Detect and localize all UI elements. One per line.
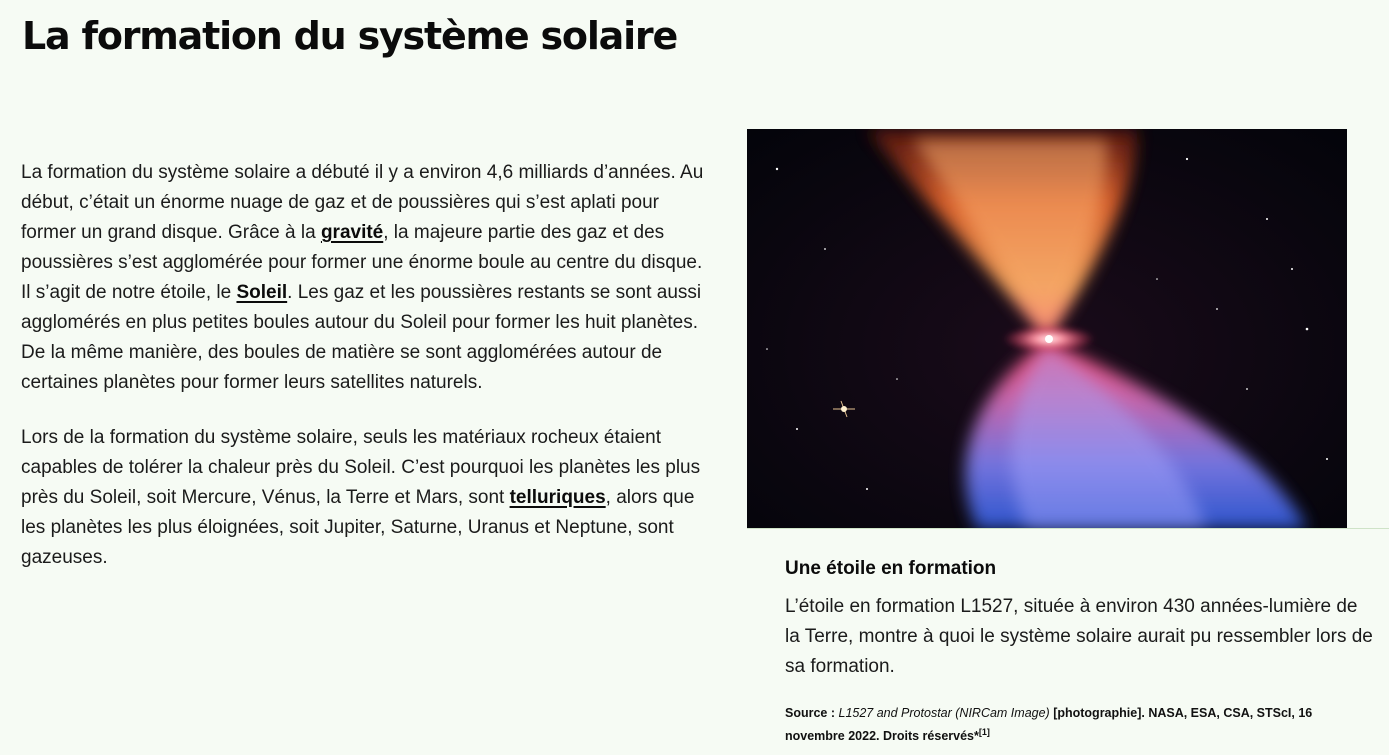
divider	[747, 528, 1389, 529]
link-telluriques[interactable]: telluriques	[509, 487, 606, 508]
paragraph-planetes	[21, 423, 711, 573]
paragraph-text: , alors que les planètes les plus éloignées, soit Jupiter, Saturne, Uranus et Neptune, sont gazeuses.	[21, 487, 695, 568]
paragraph-text: . Les gaz et les poussières restants se sont aussi agglomérés en plus petites boules autour du Soleil pour former les huit planètes. De la même manière, des boules de matière se sont agglomérées autour de certaines planètes pour former leurs satellites naturels.	[21, 282, 702, 393]
page-title: La formation du système solaire	[22, 14, 678, 58]
article-body	[21, 158, 711, 598]
footnote-ref-link[interactable]: [1]	[978, 727, 990, 737]
source-credit	[785, 704, 1375, 746]
link-gravite[interactable]: gravité	[320, 222, 384, 243]
link-soleil[interactable]: Soleil	[236, 282, 288, 303]
protostar-image	[747, 129, 1347, 529]
source-title: L1527 and Protostar (NIRCam Image)	[838, 706, 1050, 720]
caption-text: L’étoile en formation L1527, située à environ 430 années-lumière de la Terre, montre à quoi le système solaire aurait pu ressembler lors de sa formation.	[785, 596, 1373, 677]
source-label: Source :	[785, 706, 839, 720]
nebula-image-icon	[747, 129, 1347, 529]
paragraph-text: La formation du système solaire a débuté il y a environ 4,6 milliards d’années. Au début, c’était un énorme nuage de gaz et de poussières qui s’est aplati pour former un grand disque. Grâce à la	[21, 162, 704, 243]
paragraph-text: Lors de la formation du système solaire, seuls les matériaux rocheux étaient capables de tolérer la chaleur près du Soleil. C’est pourquoi les planètes les plus près du Soleil, soit Mercure, Vénus, la Terre et Mars, sont	[21, 427, 701, 508]
source-rest: [photographie]. NASA, ESA, CSA, STScI, 16 novembre 2022. Droits réservés*	[785, 706, 1313, 744]
caption-title: Une étoile en formation	[785, 558, 997, 579]
paragraph-text: , la majeure partie des gaz et des poussières s’est agglomérée pour former une énorme boule au centre du disque. Il s’agit de notre étoile, le	[21, 222, 703, 303]
figure-caption	[785, 558, 1375, 746]
paragraph-formation	[21, 158, 711, 398]
